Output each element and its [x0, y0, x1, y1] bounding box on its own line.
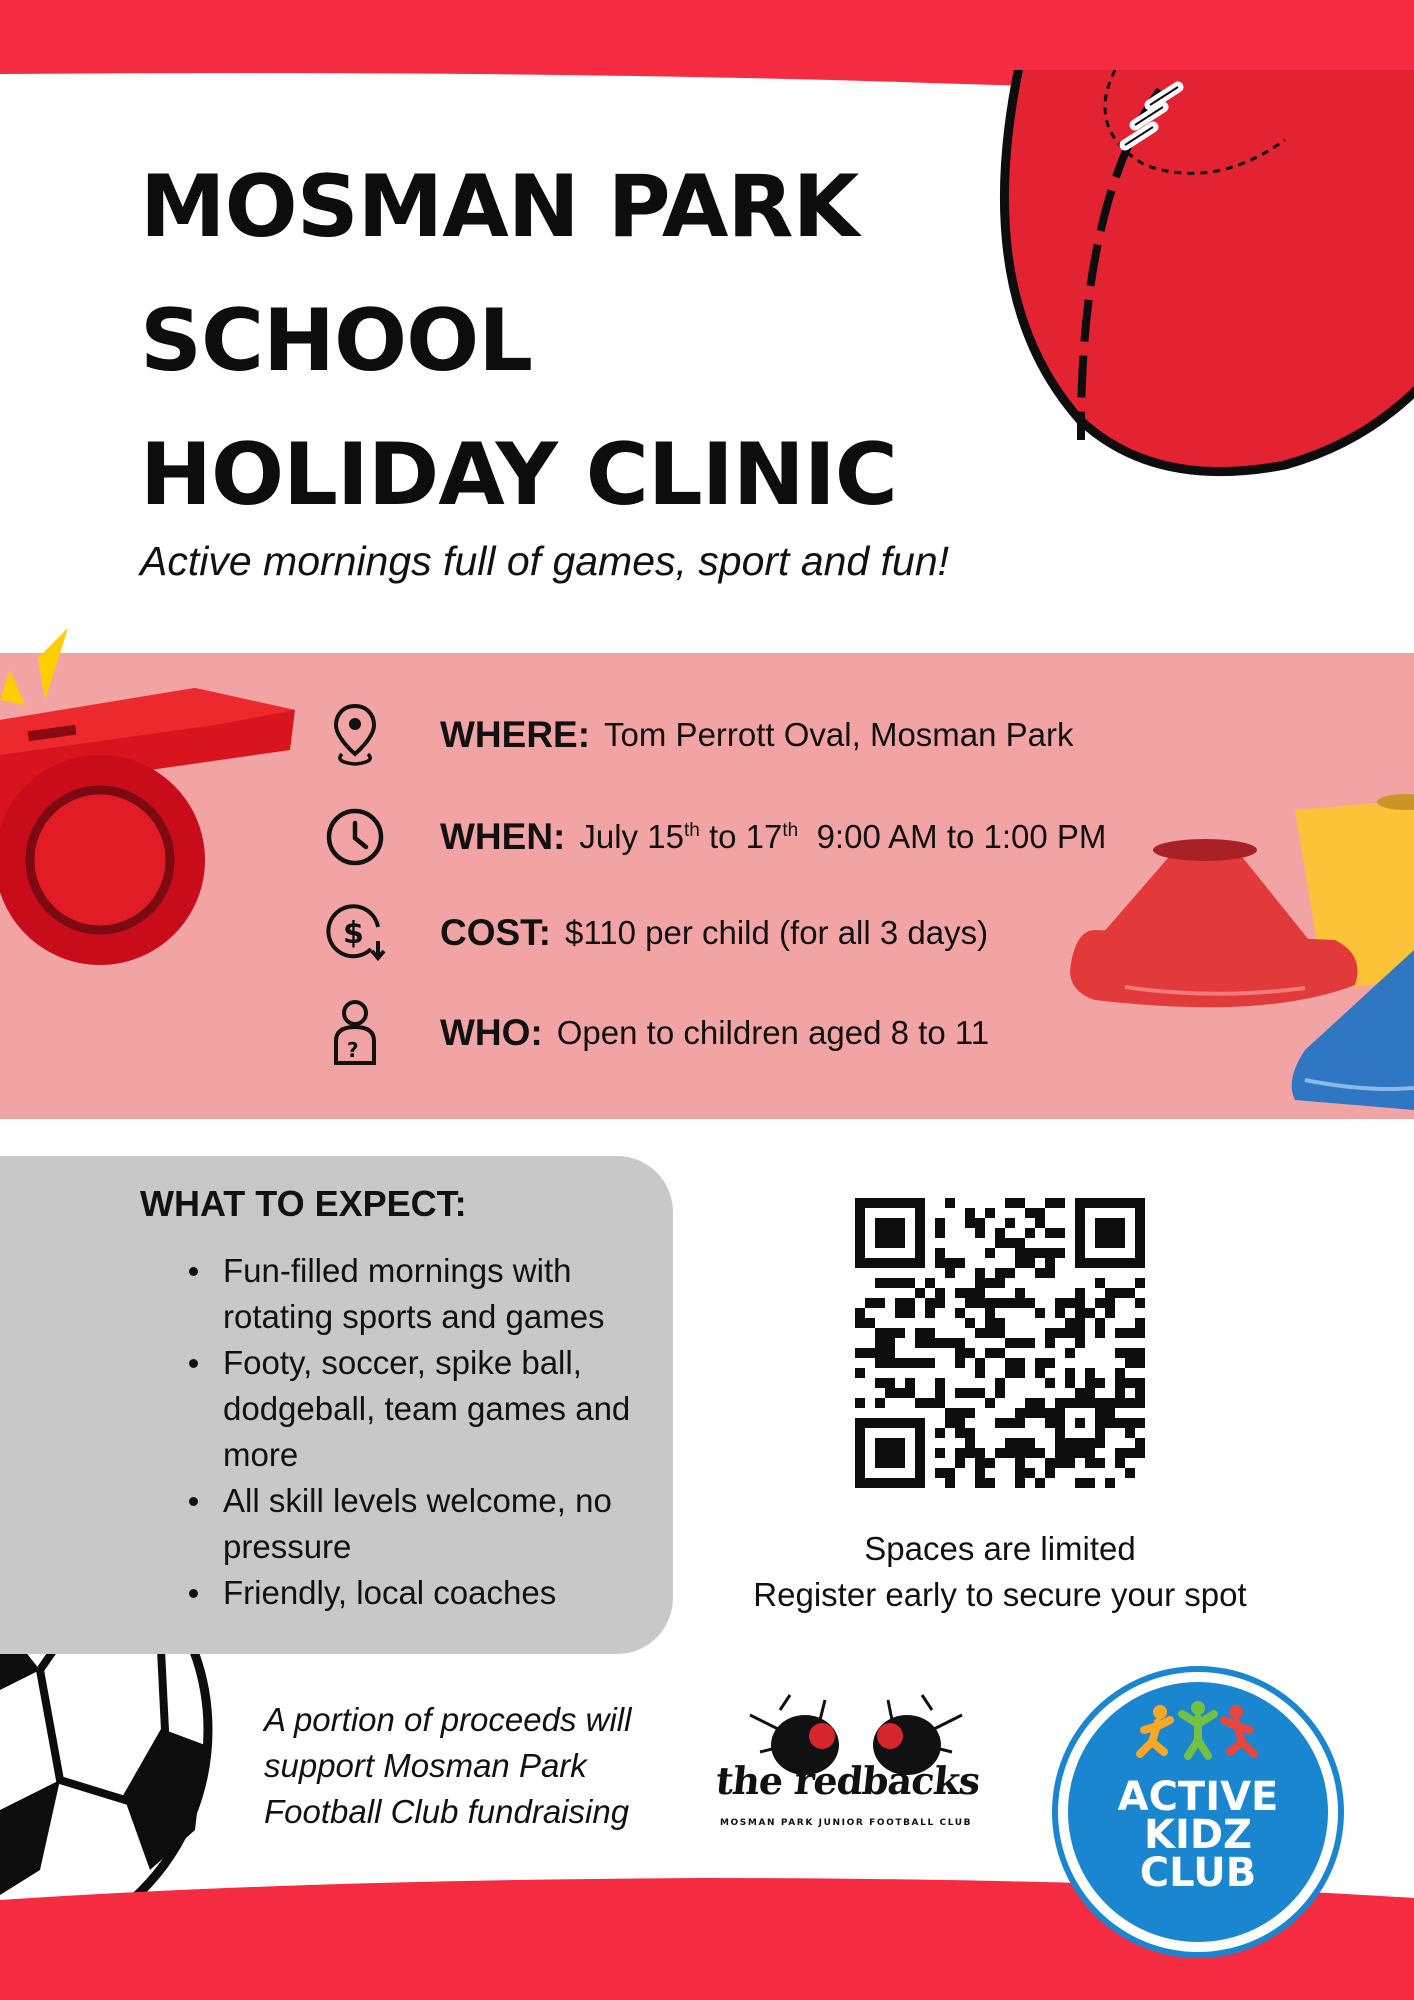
registration-qr-code[interactable]: [855, 1198, 1145, 1488]
svg-text:$: $: [343, 916, 364, 951]
title-line-3: HOLIDAY CLINIC: [140, 425, 897, 525]
where-row: [320, 700, 1074, 770]
active-kidz-club-text: [1068, 1774, 1328, 1896]
redbacks-subtitle: MOSMAN PARK JUNIOR FOOTBALL CLUB: [720, 1818, 973, 1828]
where-value: Tom Perrott Oval, Mosman Park: [604, 716, 1074, 753]
page-title: [140, 140, 960, 542]
when-label: WHEN:: [440, 816, 566, 857]
active-kidz-club-badge: [1068, 1682, 1328, 1942]
whistle-illustration: [0, 610, 310, 970]
expect-heading: WHAT TO EXPECT:: [140, 1183, 467, 1224]
title-line-1: MOSMAN PARK: [140, 157, 859, 257]
svg-text:?: ?: [347, 1038, 359, 1062]
when-suffix-2: th: [782, 820, 799, 841]
cones-illustration: [1065, 780, 1414, 1110]
proceeds-note: [264, 1697, 631, 1835]
person-icon: [320, 998, 390, 1068]
clock-icon: [320, 802, 390, 872]
cost-row: [320, 898, 988, 968]
redbacks-name: the redbacks: [713, 1758, 982, 1803]
proceeds-line-1: A portion of proceeds will: [264, 1701, 632, 1738]
proceeds-line-3: Football Club fundraising: [264, 1793, 630, 1830]
subtitle: Active mornings full of games, sport and fun!: [140, 538, 950, 584]
location-pin-icon: [320, 700, 390, 770]
spaces-limited-text: Spaces are limited: [864, 1530, 1136, 1567]
redbacks-logo: [710, 1690, 1010, 1840]
register-early-text: Register early to secure your spot: [753, 1576, 1247, 1613]
list-item: Footy, soccer, spike ball, dodgeball, team games and more: [180, 1340, 680, 1478]
badge-line-1: ACTIVE: [1117, 1774, 1279, 1820]
title-line-2: SCHOOL: [140, 291, 533, 391]
list-item: Friendly, local coaches: [180, 1570, 680, 1616]
where-label: WHERE:: [440, 714, 591, 755]
when-time: 9:00 AM to 1:00 PM: [798, 818, 1107, 855]
kids-figures-icon: [1068, 1682, 1328, 1772]
when-date-end: to 17: [699, 818, 783, 855]
list-item: Fun-filled mornings with rotating sports and games: [180, 1248, 680, 1340]
when-suffix-1: th: [683, 820, 700, 841]
list-item: All skill levels welcome, no pressure: [180, 1478, 680, 1570]
registration-text: [700, 1526, 1300, 1618]
proceeds-line-2: support Mosman Park: [264, 1747, 587, 1784]
who-row: [320, 998, 989, 1068]
cost-label: COST:: [440, 912, 551, 953]
who-label: WHO:: [440, 1012, 543, 1053]
when-value: [579, 818, 1106, 856]
when-row: [320, 802, 1106, 872]
cost-value: $110 per child (for all 3 days): [565, 914, 989, 951]
badge-line-3: CLUB: [1139, 1850, 1257, 1896]
football-illustration: [985, 70, 1414, 500]
who-value: Open to children aged 8 to 11: [556, 1014, 990, 1051]
redbacks-wordmark: [714, 1758, 982, 1803]
badge-line-2: KIDZ: [1143, 1812, 1253, 1858]
when-date-start: July 15: [579, 818, 684, 855]
dollar-icon: [320, 898, 390, 968]
expect-list: [180, 1248, 680, 1616]
